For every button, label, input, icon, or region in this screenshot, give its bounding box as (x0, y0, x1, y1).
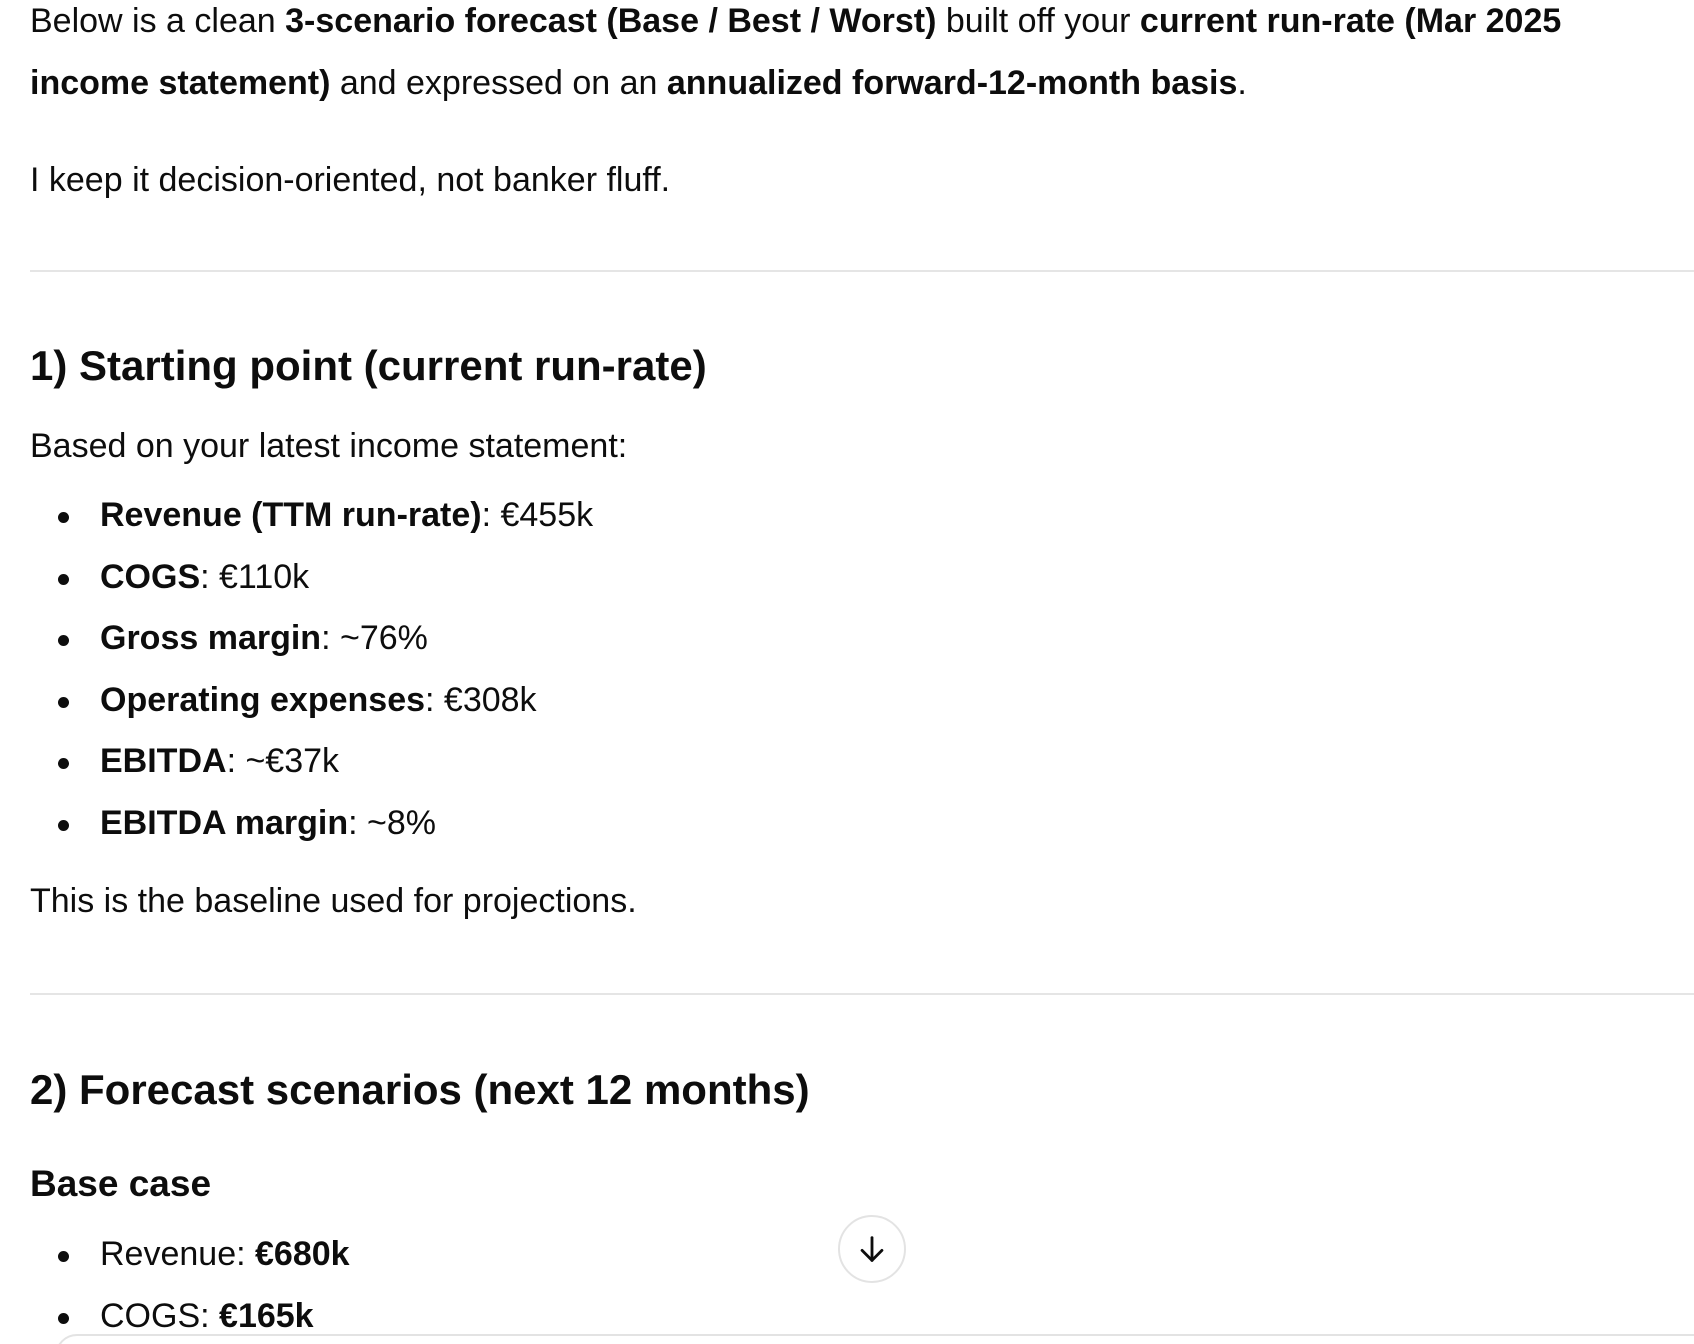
section-heading-starting-point: 1) Starting point (current run-rate) (30, 342, 707, 389)
bullet-icon (58, 758, 69, 769)
list-item: COGS: €110k (30, 547, 593, 609)
base-case-list (30, 1224, 350, 1344)
list-item: Operating expenses: €308k (30, 670, 593, 732)
message-composer[interactable] (55, 1334, 1694, 1344)
scroll-to-bottom-button[interactable] (838, 1215, 906, 1283)
intro-paragraph: Below is a clean 3-scenario forecast (Base / Best / Worst) built off your current run-rate (Mar 2025 income statement) and expressed on an annualized forward-12-month basis. (30, 2, 1562, 102)
bullet-icon (58, 574, 69, 585)
bullet-icon (58, 820, 69, 831)
baseline-metrics-list (30, 485, 593, 854)
section-lead: Based on your latest income statement: (30, 427, 628, 465)
bullet-icon (58, 512, 69, 523)
note-paragraph: I keep it decision-oriented, not banker fluff. (30, 161, 671, 199)
list-item: Gross margin: ~76% (30, 608, 593, 670)
bullet-icon (58, 635, 69, 646)
bullet-icon (58, 1313, 69, 1324)
bullet-icon (58, 1251, 69, 1262)
bullet-icon (58, 697, 69, 708)
list-item: Revenue (TTM run-rate): €455k (30, 485, 593, 547)
section-divider (30, 993, 1694, 995)
subheading-base-case: Base case (30, 1163, 212, 1204)
list-item: Revenue: €680k (30, 1224, 350, 1286)
list-item: EBITDA: ~€37k (30, 731, 593, 793)
list-item: EBITDA margin: ~8% (30, 793, 593, 855)
baseline-note: This is the baseline used for projections. (30, 882, 637, 920)
arrow-down-icon (855, 1232, 889, 1266)
list-item: COGS: €165k (30, 1286, 350, 1344)
section-divider (30, 270, 1694, 272)
section-heading-forecast-scenarios: 2) Forecast scenarios (next 12 months) (30, 1066, 810, 1113)
